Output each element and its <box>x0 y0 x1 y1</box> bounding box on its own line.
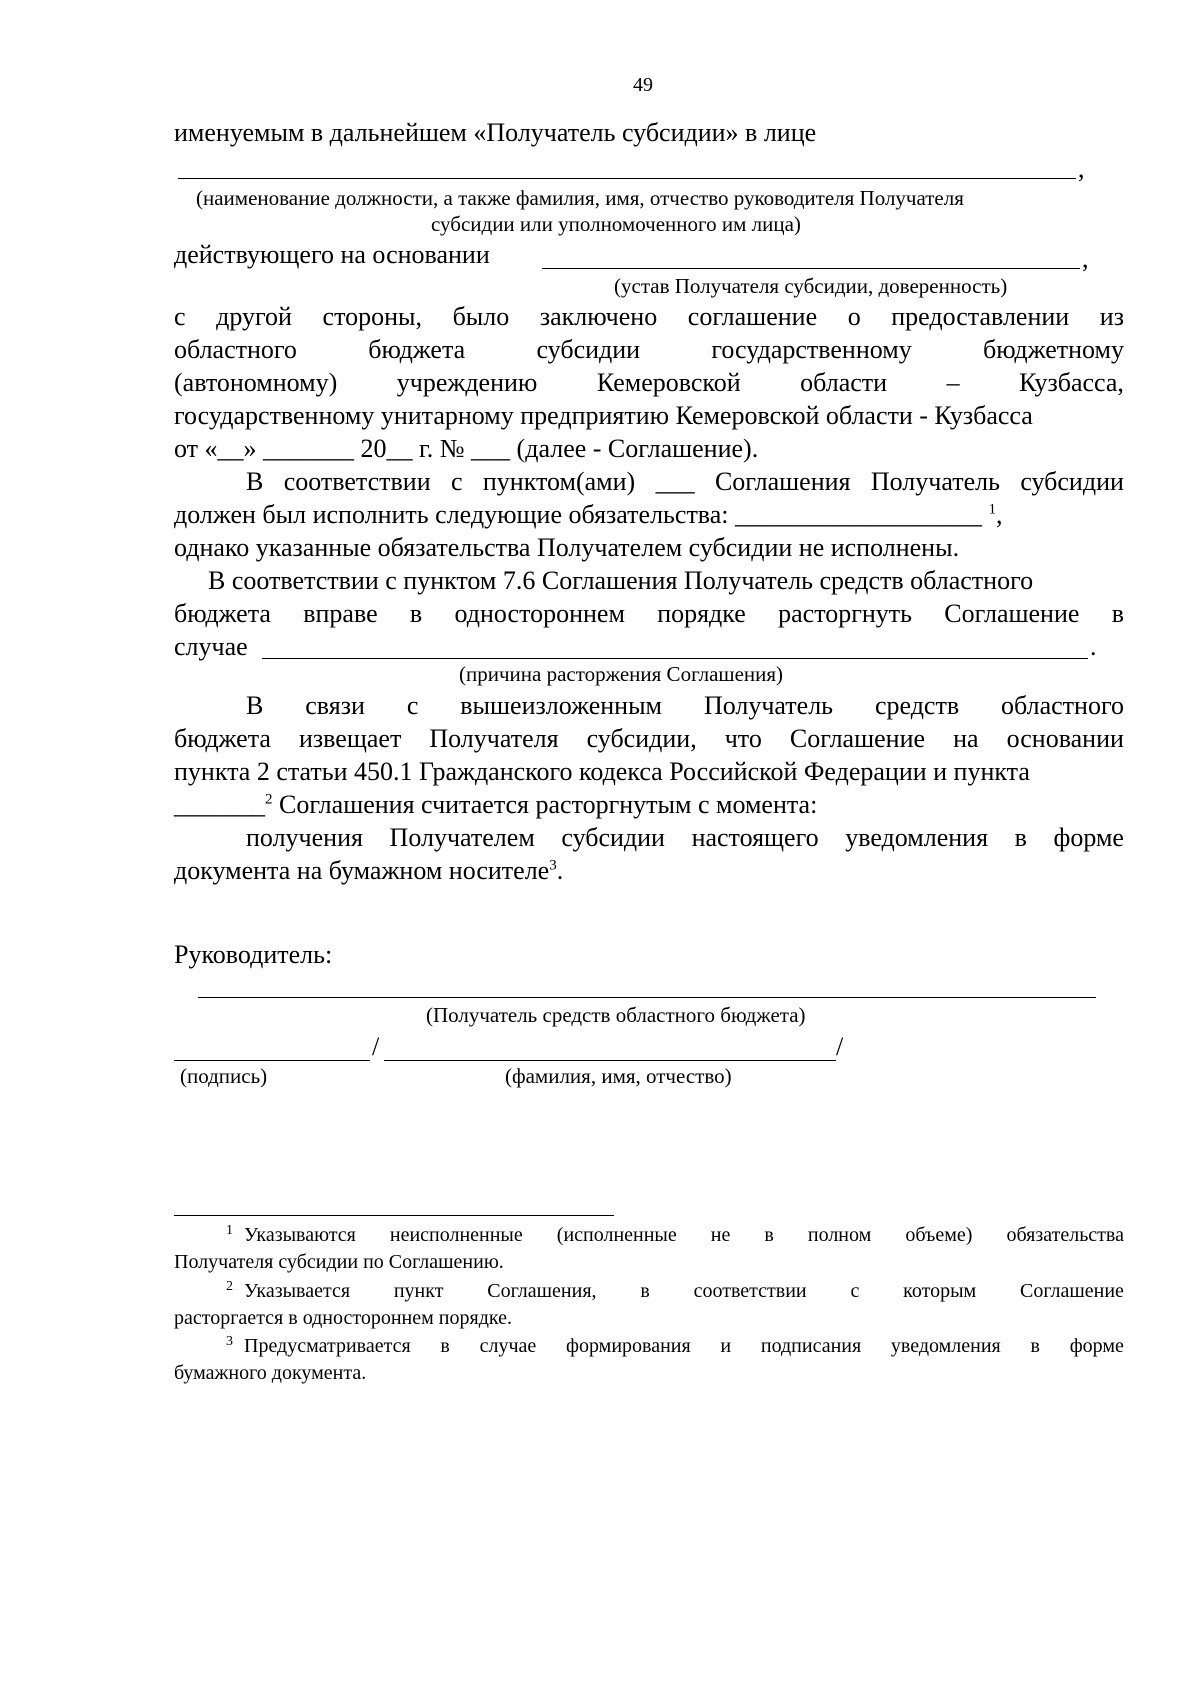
word: Соглашение <box>789 724 926 753</box>
acting-basis-label: действующего на основании <box>174 240 490 269</box>
word: предоставлении <box>891 302 1070 331</box>
word: средств <box>874 691 960 720</box>
reason-blank-line <box>262 658 1088 659</box>
p1-line-3 <box>174 368 1124 398</box>
word: учреждению <box>396 368 538 397</box>
caption-charter: (устав Получателя субсидии, доверенность) <box>614 274 1008 298</box>
p5-line-2-end: . <box>556 856 564 885</box>
word: с <box>450 467 463 496</box>
slash-1: / <box>372 1032 380 1061</box>
word: субсидии <box>536 335 641 364</box>
slash-2: / <box>836 1032 844 1061</box>
page-number: 49 <box>633 74 653 96</box>
word: одностороннем <box>454 599 625 628</box>
word: Получатель <box>870 467 1000 496</box>
p1-line-4: государственному унитарному предприятию Кемеровской области - Кузбасса <box>174 401 1033 430</box>
word: ___ <box>655 467 695 496</box>
footnote-1-line-1 <box>226 1222 1124 1248</box>
word: государственному <box>711 335 912 364</box>
word: в <box>1030 1335 1040 1357</box>
word: областного <box>174 335 297 364</box>
word: настоящего <box>691 823 819 852</box>
word: В <box>246 467 264 496</box>
word: на <box>953 724 979 753</box>
word: не <box>710 1224 731 1246</box>
caption-fio: (фамилия, имя, отчество) <box>505 1064 732 1088</box>
word: заключено <box>539 302 658 331</box>
word: в <box>440 1335 450 1357</box>
basis-blank-line <box>542 268 1080 269</box>
word: порядке <box>657 599 746 628</box>
word: неисполненные <box>389 1224 523 1246</box>
p1-line-1 <box>174 302 1124 332</box>
word: форме <box>1069 1335 1124 1357</box>
fio-blank-line <box>384 1060 836 1061</box>
p4-line-4-blank: _______ <box>174 790 265 819</box>
comma-b: , <box>1082 244 1089 273</box>
recipient-blank-line <box>198 997 1096 998</box>
signature-heading: Руководитель: <box>174 940 333 969</box>
footnote-ref-1: 1 <box>988 501 997 518</box>
word: объеме) <box>905 1224 973 1246</box>
word: связи <box>305 691 365 720</box>
word: – <box>946 368 960 397</box>
caption-recipient: (Получатель средств областного бюджета) <box>426 1003 806 1027</box>
word: Указывается <box>244 1280 351 1302</box>
word: полном <box>807 1224 872 1246</box>
word: субсидии <box>1020 467 1124 496</box>
word: о <box>847 302 861 331</box>
p1-line-2 <box>174 335 1124 365</box>
footnote-3-number: 3 <box>226 1334 233 1349</box>
word: подписания <box>760 1335 862 1357</box>
word: с <box>406 691 419 720</box>
word: областного <box>1001 691 1124 720</box>
caption-position-line-2: субсидии или уполномоченного им лица) <box>431 212 801 236</box>
word: извещает <box>299 724 402 753</box>
word: случае <box>479 1335 537 1357</box>
word: расторгнуть <box>778 599 913 628</box>
caption-position-line-1: (наименование должности, а также фамилия, имя, отчество руководителя Получателя <box>196 186 964 210</box>
comma-a: , <box>1078 154 1085 183</box>
p1-line-5: от «__» _______ 20__ г. № ___ (далее - Соглашение). <box>174 434 759 463</box>
word: пункт <box>393 1280 444 1302</box>
word: субсидии, <box>586 724 697 753</box>
p2-line-2 <box>174 500 1003 530</box>
footnote-ref-2: 2 <box>265 791 273 808</box>
word: и <box>720 1335 732 1357</box>
word: Получателя <box>429 724 559 753</box>
p3-line-2 <box>174 599 1124 629</box>
p4-line-2 <box>174 724 1124 754</box>
footnote-2-line-2: расторгается в одностороннем порядке. <box>174 1307 512 1329</box>
word: в <box>764 1224 774 1246</box>
footnote-2-line-1 <box>226 1278 1124 1304</box>
p3-line-3-end: . <box>1090 632 1097 661</box>
word: Указываются <box>244 1224 356 1246</box>
p4-line-4 <box>174 790 817 820</box>
word: (автономному) <box>174 368 338 397</box>
word: обязательства <box>1006 1224 1124 1246</box>
footnote-ref-3: 3 <box>549 857 557 874</box>
p2-line-1 <box>246 467 1124 497</box>
p5-line-2-text: документа на бумажном носителе <box>174 856 550 885</box>
word: что <box>724 724 762 753</box>
word: основании <box>1006 724 1124 753</box>
word: бюджета <box>368 335 466 364</box>
word: в <box>1014 823 1027 852</box>
word: Соглашение <box>1019 1280 1124 1302</box>
word: из <box>1099 302 1124 331</box>
footnote-separator <box>174 1215 614 1216</box>
word: в <box>640 1280 650 1302</box>
word: получения <box>246 823 363 852</box>
word: пунктом(ами) <box>482 467 636 496</box>
word: формирования <box>566 1335 691 1357</box>
word: Получатель <box>703 691 834 720</box>
word: бюджета <box>174 599 271 628</box>
word: стороны, <box>322 302 422 331</box>
word: В <box>246 691 264 720</box>
p2-line-3: однако указанные обязательства Получателем субсидии не исполнены. <box>174 533 960 562</box>
word: Кузбасса, <box>1019 368 1124 397</box>
word: бюджета <box>174 724 271 753</box>
word: соответствии <box>283 467 431 496</box>
body-line-1: именуемым в дальнейшем «Получатель субсидии» в лице <box>174 118 817 147</box>
p2-line-2-end: , <box>996 500 1003 529</box>
word: Соглашения, <box>487 1280 597 1302</box>
p4-line-3: пункта 2 статьи 450.1 Гражданского кодекса Российской Федерации и пункта <box>174 757 1030 786</box>
footnote-3-line-2: бумажного документа. <box>174 1362 367 1384</box>
footnote-3-line-1 <box>226 1333 1124 1359</box>
word: (исполненные <box>556 1224 677 1246</box>
word: в <box>409 599 423 628</box>
word: области <box>800 368 888 397</box>
footnote-2-number: 2 <box>226 1279 233 1294</box>
word: с <box>174 302 186 331</box>
caption-reason: (причина расторжения Соглашения) <box>459 662 784 686</box>
caption-sign: (подпись) <box>180 1064 268 1088</box>
p2-line-2-text: должен был исполнить следующие обязательства: ___________________ <box>174 500 983 529</box>
word: Соглашения <box>714 467 851 496</box>
p3-line-1: В соответствии с пунктом 7.6 Соглашения Получатель средств областного <box>208 566 1034 595</box>
word: в <box>1111 599 1124 628</box>
position-blank-line <box>178 178 1076 179</box>
word: соответствии <box>693 1280 807 1302</box>
word: которым <box>903 1280 977 1302</box>
word: соглашение <box>687 302 818 331</box>
p3-line-3-word: случае <box>174 632 248 661</box>
p5-line-2 <box>174 856 563 886</box>
word: другой <box>216 302 292 331</box>
p4-line-1 <box>246 691 1124 721</box>
word: с <box>850 1280 860 1302</box>
footnote-1-number: 1 <box>226 1223 233 1238</box>
word: вышеизложенным <box>460 691 663 720</box>
word: Кемеровской <box>596 368 741 397</box>
word: вправе <box>303 599 378 628</box>
word: уведомления <box>890 1335 1001 1357</box>
p5-line-1 <box>246 823 1124 853</box>
word: Получателем <box>389 823 535 852</box>
word: Предусматривается <box>244 1335 411 1357</box>
word: субсидии <box>561 823 665 852</box>
word: бюджетному <box>983 335 1124 364</box>
word: уведомления <box>845 823 989 852</box>
word: Соглашение <box>944 599 1080 628</box>
p4-line-4-text: Соглашения считается расторгнутым с момента: <box>279 790 818 819</box>
word: форме <box>1053 823 1124 852</box>
footnote-1-line-2: Получателя субсидии по Соглашению. <box>174 1251 504 1273</box>
sign-blank-line <box>174 1060 370 1061</box>
word: было <box>452 302 510 331</box>
